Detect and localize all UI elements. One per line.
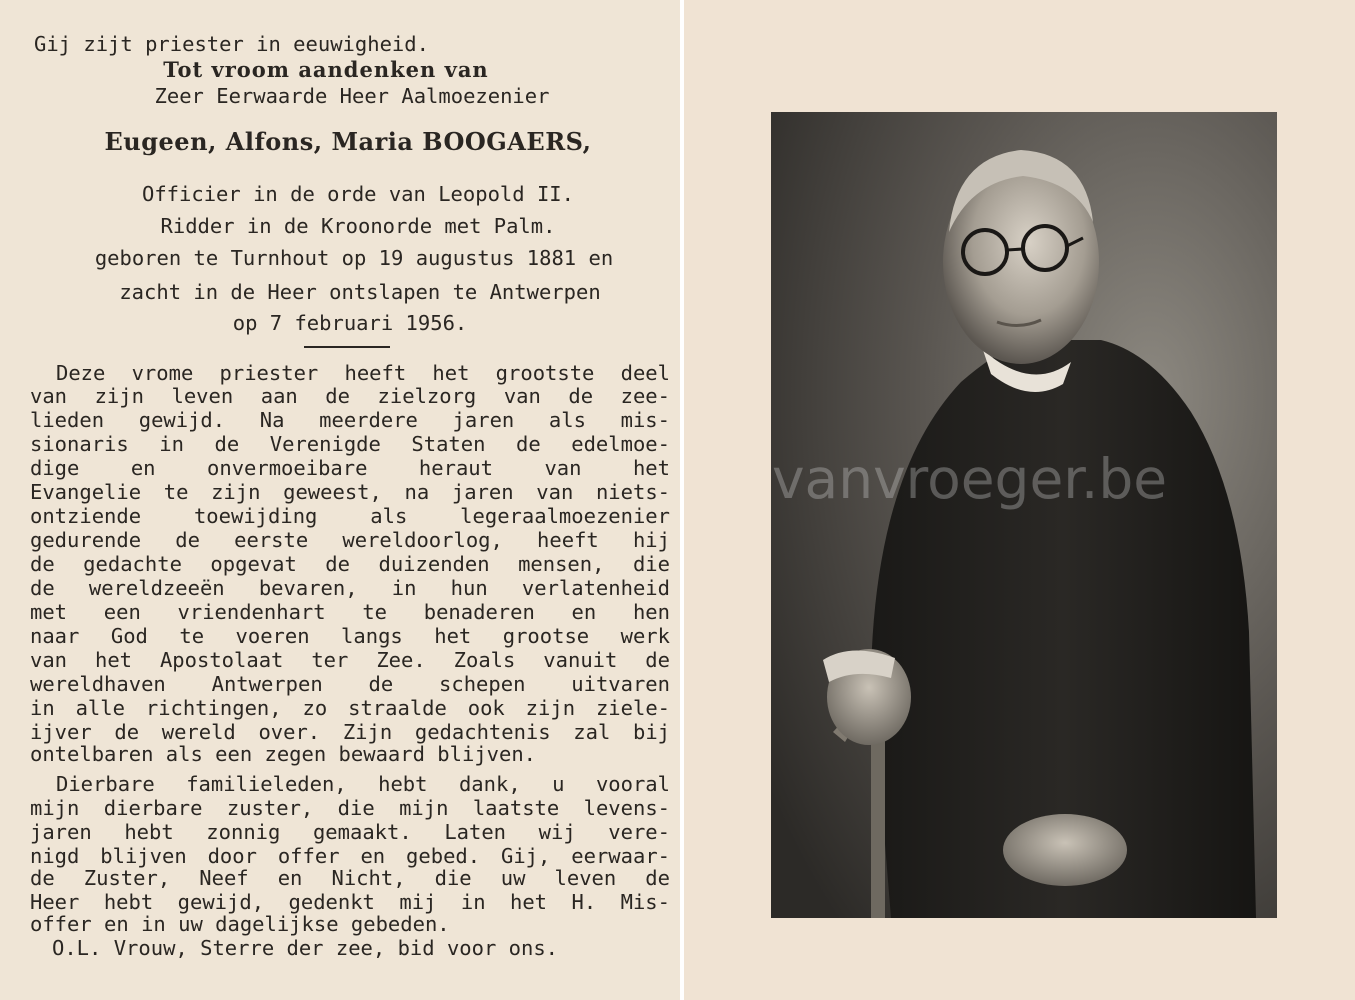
biography-line: met een vriendenhart te benaderen en hen [30,600,670,624]
family-line: mijn dierbare zuster, die mijn laatste levens- [30,796,670,820]
biography-line: lieden gewijd. Na meerdere jaren als mis- [30,408,670,432]
motto: Gij zijt priester in eeuwigheid. [34,32,429,56]
life-dates-line: op 7 februari 1956. [232,311,468,335]
biography-line: van zijn leven aan de zielzorg van de zee- [30,384,670,408]
life-dates-line: zacht in de Heer ontslapen te Antwerpen [119,280,601,304]
biography-line: Deze vrome priester heeft het grootste deel [56,361,670,385]
deceased-name: Eugeen, Alfons, Maria BOOGAERS, [104,127,592,156]
memorial-heading: Tot vroom aandenken van [163,57,489,82]
biography-line: de wereldzeeën bevaren, in hun verlatenheid [30,576,670,600]
honorific: Zeer Eerwaarde Heer Aalmoezenier [154,84,550,108]
family-line: jaren hebt zonnig gemaakt. Laten wij vere- [30,820,670,844]
biography-line: ijver de wereld over. Zijn gedachtenis zal bij [30,720,670,744]
biography-line: Evangelie te zijn geweest, na jaren van niets- [30,480,670,504]
biography-line: van het Apostolaat ter Zee. Zoals vanuit de [30,648,670,672]
family-line: Dierbare familieleden, hebt dank, u vooral [56,772,670,796]
title-line: Ridder in de Kroonorde met Palm. [160,214,556,238]
biography-line: in alle richtingen, zo straalde ook zijn ziele- [30,696,670,720]
biography-line: dige en onvermoeibare heraut van het [30,456,670,480]
family-line: Heer hebt gewijd, gedenkt mij in het H. Mis- [30,890,670,914]
title-line: Officier in de orde van Leopold II. [142,182,574,206]
biography-line: ontelbaren als een zegen bewaard blijven. [30,742,537,766]
closing-prayer: O.L. Vrouw, Sterre der zee, bid voor ons. [52,936,559,960]
priest-portrait-photo [771,112,1277,918]
watermark: vanvroeger.be [772,447,1168,511]
biography-line: sionaris in de Verenigde Staten de edelmoe- [30,432,670,456]
family-line: offer en in uw dagelijkse gebeden. [30,912,450,936]
biography-line: ontziende toewijding als legeraalmoezenier [30,504,670,528]
family-line: de Zuster, Neef en Nicht, die uw leven de [30,866,670,890]
biography-line: gedurende de eerste wereldoorlog, heeft hij [30,528,670,552]
biography-line: wereldhaven Antwerpen de schepen uitvaren [30,672,670,696]
life-dates-line: geboren te Turnhout op 19 augustus 1881 en [94,246,614,270]
biography-line: de gedachte opgevat de duizenden mensen, die [30,552,670,576]
biography-line: naar God te voeren langs het grootse werk [30,624,670,648]
divider-rule [304,346,390,348]
family-line: nigd blijven door offer en gebed. Gij, eerwaar- [30,844,670,868]
